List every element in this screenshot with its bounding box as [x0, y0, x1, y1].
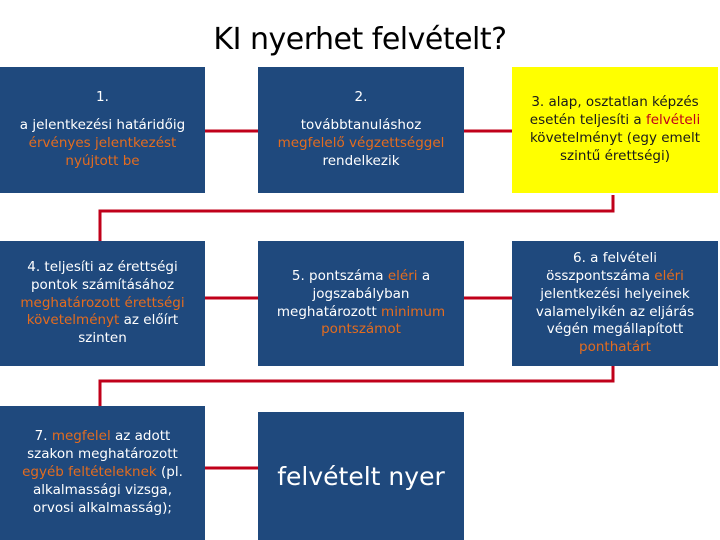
condition-highlight: ponthatárt: [579, 339, 651, 356]
condition-text: pontok számításához: [30, 276, 175, 293]
condition-text: 6. a felvételi: [573, 250, 657, 267]
condition-text: orvosi alkalmasság);: [33, 499, 172, 516]
condition-line: [292, 268, 430, 286]
condition-text: továbbtanuláshoz: [300, 117, 422, 134]
condition-text: a: [417, 267, 431, 284]
condition-text: 7.: [34, 428, 52, 445]
condition-highlight: megfelel: [51, 428, 111, 445]
condition-text: (pl.: [156, 464, 183, 481]
condition-text: 3. alap, osztatlan képzés: [531, 94, 699, 111]
condition-text: követelményt (egy emelt: [529, 130, 701, 146]
condition-text: összpontszáma: [546, 267, 655, 284]
condition-text: a jelentkezési határidőig: [19, 117, 186, 134]
condition-text: szinten: [78, 330, 127, 347]
condition-highlight: követelményt: [26, 312, 120, 329]
condition-line: [546, 268, 684, 286]
condition-box-2: [258, 67, 464, 193]
condition-highlight: egyéb feltételeknek: [22, 464, 157, 481]
condition-text: szintű érettségi): [560, 147, 670, 164]
condition-highlight: minimum: [381, 303, 446, 320]
condition-highlight: érvényes jelentkezést: [28, 135, 177, 151]
page-title: KI nyerhet felvételt?: [213, 22, 507, 57]
condition-box-7: [0, 406, 205, 540]
condition-highlight: felvételi: [645, 112, 701, 129]
condition-number: 2.: [354, 89, 368, 106]
condition-number: 1.: [96, 89, 109, 106]
condition-line: [530, 112, 700, 130]
condition-highlight: eléri: [387, 267, 418, 284]
condition-text: alkalmassági vizsga,: [33, 481, 172, 498]
connector-3-4: [100, 195, 613, 241]
condition-box-1: [0, 67, 205, 193]
connector-6-7: [100, 364, 613, 406]
condition-text: végén megállapított: [546, 321, 684, 338]
condition-text: esetén teljesíti a: [529, 112, 646, 129]
condition-text: 5. pontszáma: [291, 267, 388, 284]
condition-box-5: [258, 241, 464, 366]
condition-text: az előírt: [119, 312, 179, 329]
condition-highlight: meghatározott érettségi: [20, 294, 185, 311]
condition-text: valamelyikén az eljárás: [535, 303, 695, 320]
condition-text: jogszabályban: [312, 285, 410, 302]
result-box: [258, 412, 464, 540]
condition-line: [35, 428, 171, 446]
condition-line: [22, 464, 183, 482]
condition-text: meghatározott: [276, 303, 382, 320]
result-text: felvételt nyer: [277, 461, 445, 491]
condition-text: jelentkezési helyeinek: [540, 285, 690, 302]
condition-box-4: [0, 241, 205, 366]
condition-highlight: pontszámot: [321, 321, 401, 338]
condition-line: [27, 312, 178, 330]
condition-highlight: eléri: [654, 267, 684, 284]
condition-text: szakon meghatározott: [27, 446, 178, 463]
condition-text: rendelkezik: [322, 152, 400, 169]
condition-text: az adott: [110, 428, 171, 445]
condition-box-3: [512, 67, 718, 193]
condition-highlight: megfelelő végzettséggel: [277, 135, 445, 151]
condition-highlight: nyújtott be: [65, 152, 140, 169]
condition-line: [277, 304, 445, 322]
condition-box-6: [512, 241, 718, 366]
condition-text: 4. teljesíti az érettségi: [27, 258, 178, 275]
